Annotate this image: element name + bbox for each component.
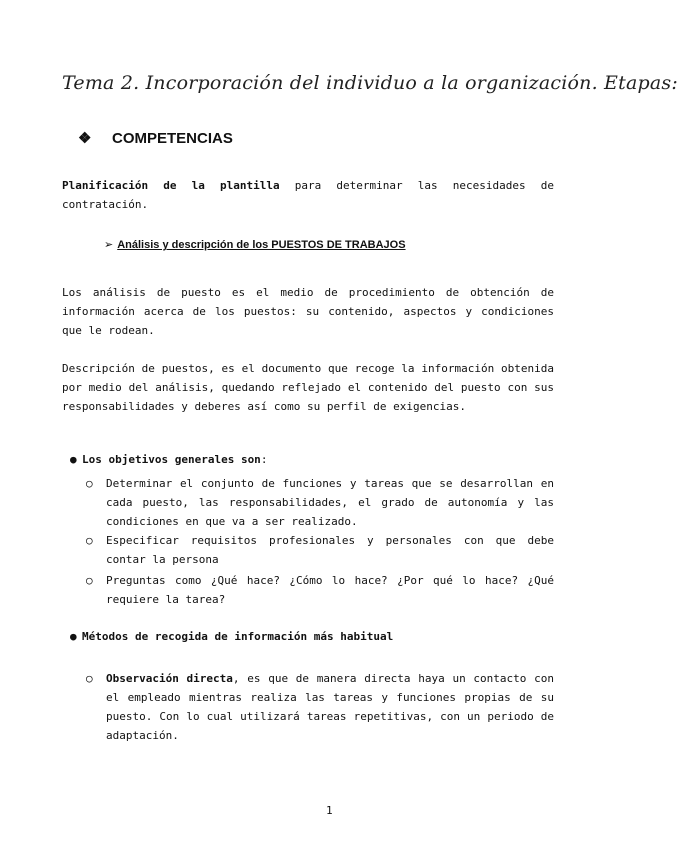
diamond-bullet-icon: ❖ — [78, 130, 92, 147]
subheading — [104, 238, 406, 251]
intro-paragraph — [62, 176, 554, 214]
methods-heading — [70, 630, 393, 643]
methods-heading-text: Métodos de recogida de información más habitual — [82, 630, 394, 643]
objectives-colon: : — [260, 453, 268, 466]
circle-bullet-icon: ○ — [86, 574, 93, 587]
method-item-rest: , es que de manera directa haya un contacto con el empleado mientras realiza las tareas y funciones propias de su puesto. Con lo cual utilizará tareas repetitivas, con un periodo de adaptación. — [106, 672, 554, 742]
intro-bold: Planificación de la plantilla — [62, 179, 280, 192]
page-number: 1 — [326, 804, 333, 817]
bullet-icon: ● — [70, 453, 77, 466]
arrow-bullet-icon: ➢ — [104, 239, 114, 251]
objective-item-text: Preguntas como ¿Qué hace? ¿Cómo lo hace? ¿Por qué lo hace? ¿Qué requiere la tarea? — [106, 574, 554, 606]
document-title: Tema 2. Incorporación del individuo a la organización. Etapas: — [62, 72, 678, 94]
paragraph-description: Descripción de puestos, es el documento que recoge la información obtenida por medio del análisis, quedando reflejado el contenido del puesto con sus responsabilidades y deberes así como su perfil de exigencias. — [62, 362, 554, 413]
objective-item — [86, 571, 554, 609]
objective-item-text: Determinar el conjunto de funciones y tareas que se desarrollan en cada puesto, las responsabilidades, el grado de autonomía y las condiciones en que va a ser realizado. — [106, 477, 554, 528]
objective-item — [86, 474, 554, 531]
intro-rest: para determinar las necesidades de contratación. — [62, 179, 554, 211]
objective-item — [86, 531, 554, 569]
circle-bullet-icon: ○ — [86, 534, 93, 547]
section-heading — [78, 129, 233, 147]
method-item-text — [106, 669, 554, 745]
circle-bullet-icon: ○ — [86, 672, 93, 685]
subheading-text: Análisis y descripción de los PUESTOS DE TRABAJOS — [117, 239, 406, 251]
objectives-heading-text: Los objetivos generales son — [82, 453, 261, 466]
circle-bullet-icon: ○ — [86, 477, 93, 490]
paragraph-analysis: Los análisis de puesto es el medio de procedimiento de obtención de información acerca de los puestos: su contenido, aspectos y condiciones que le rodean. — [62, 286, 554, 337]
objective-item-text: Especificar requisitos profesionales y personales con que debe contar la persona — [106, 534, 554, 566]
objectives-heading — [70, 453, 267, 466]
bullet-icon: ● — [70, 630, 77, 643]
method-item-bold: Observación directa — [106, 672, 233, 685]
section-heading-text: COMPETENCIAS — [112, 130, 233, 147]
method-item — [86, 669, 554, 745]
